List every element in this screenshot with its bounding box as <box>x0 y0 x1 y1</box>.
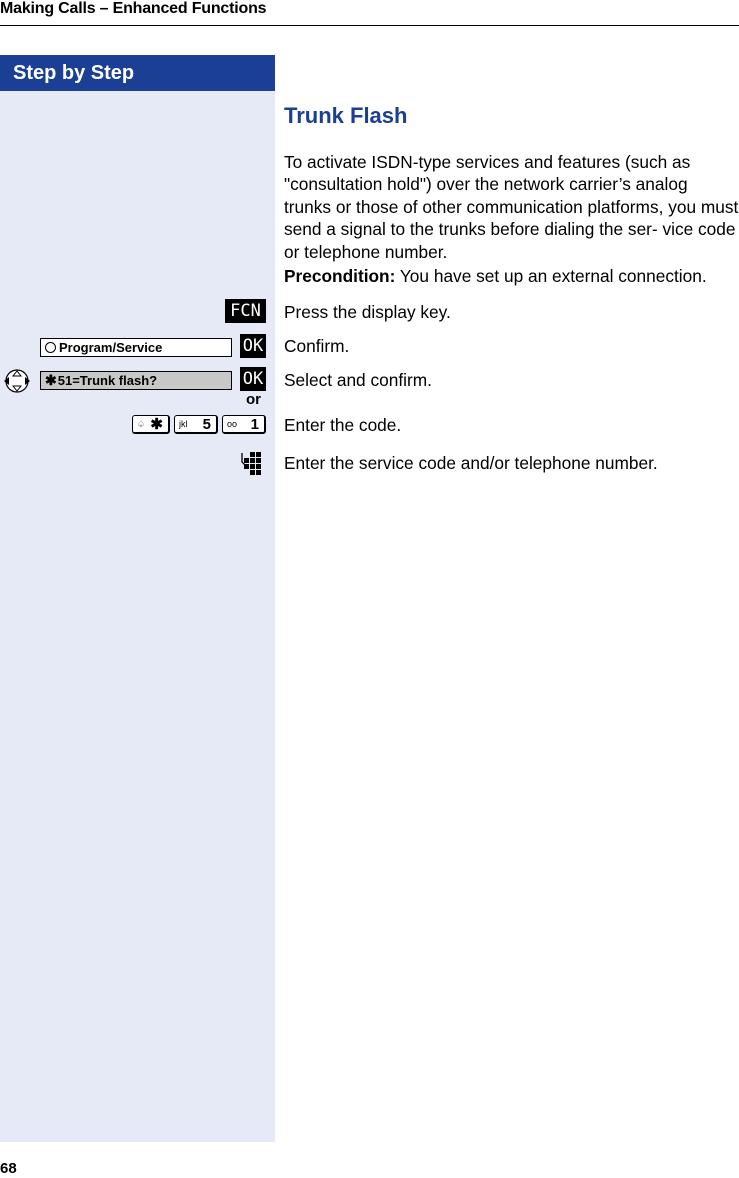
dial-step-text: Enter the service code and/or telephone number. <box>284 453 658 473</box>
confirm-step-text: Confirm. <box>284 336 350 356</box>
page-number: 68 <box>0 1160 17 1177</box>
navigation-key-icon[interactable] <box>2 368 32 394</box>
star-symbol: ✱ <box>45 372 57 388</box>
trunk-flash-label: 51=Trunk flash? <box>57 373 158 388</box>
digit-5-key[interactable]: jkl 5 <box>174 415 218 434</box>
ok-key-select[interactable]: OK <box>240 367 266 391</box>
precondition <box>284 265 739 287</box>
fcn-step-text: Press the display key. <box>284 302 451 322</box>
bell-icon: ♤ <box>137 419 146 429</box>
page-header <box>0 0 739 26</box>
keypad-icon[interactable] <box>240 450 266 476</box>
or-label: or <box>246 391 261 408</box>
digit-1-key[interactable]: oo 1 <box>222 415 266 434</box>
precondition-text: You have set up an external connection. <box>395 266 707 286</box>
circle-icon <box>45 342 56 353</box>
sidebar-heading: Step by Step <box>0 55 275 91</box>
intro-paragraph: To activate ISDN-type services and features (such as "consultation hold") over the network carrier’s analog trunks or those of other communication platforms, you must send a signal to the trunks before dialing the ser- vice code or telephone number. <box>284 152 739 262</box>
fcn-key[interactable]: FCN <box>225 299 266 323</box>
section-title: Trunk Flash <box>284 103 408 128</box>
voicemail-icon: oo <box>227 419 238 429</box>
star-key[interactable]: ♤ ✱ <box>132 415 170 434</box>
select-step-text: Select and confirm. <box>284 370 432 390</box>
code-step-text: Enter the code. <box>284 415 402 435</box>
precondition-label: Precondition: <box>284 266 396 286</box>
step-by-step-sidebar <box>0 55 275 1142</box>
header-title: Making Calls – Enhanced Functions <box>0 0 267 17</box>
program-service-field[interactable] <box>40 338 232 357</box>
ok-key-confirm[interactable]: OK <box>240 334 266 358</box>
program-service-label: Program/Service <box>59 340 163 355</box>
trunk-flash-field[interactable] <box>40 371 232 390</box>
